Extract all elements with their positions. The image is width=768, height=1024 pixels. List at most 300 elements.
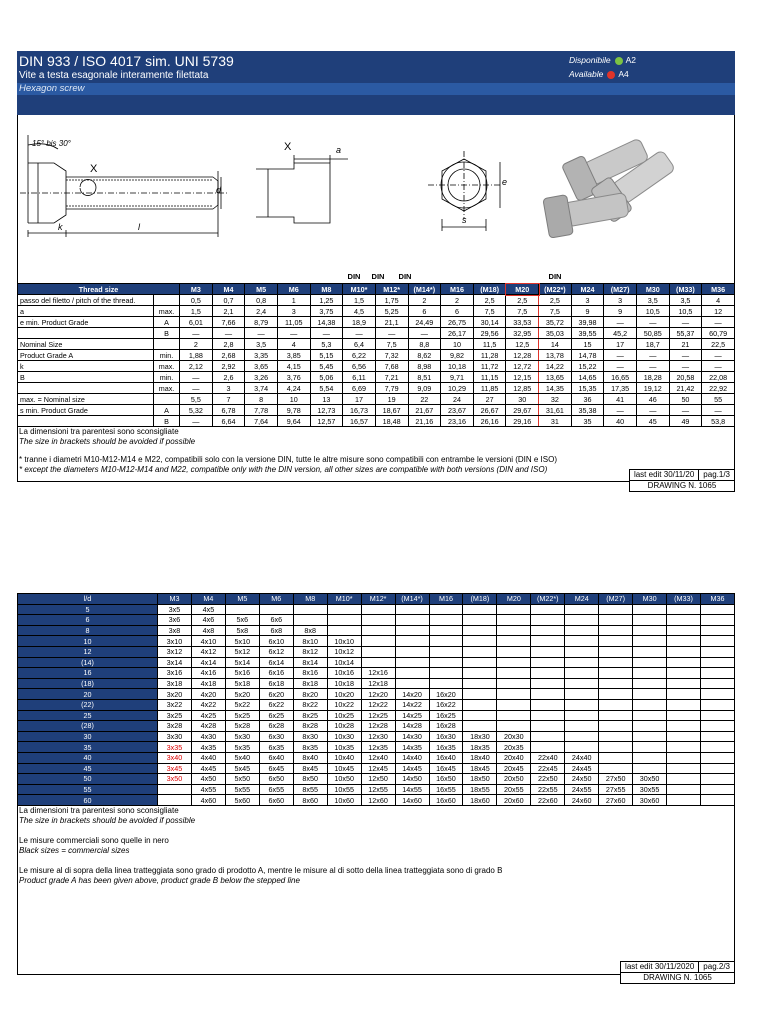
table-cell: 7,5 [539, 306, 572, 317]
table-cell: 7,68 [375, 361, 408, 372]
table-cell: 9,71 [441, 372, 474, 383]
table-row [18, 604, 735, 615]
table-cell: 6x14 [259, 657, 293, 668]
table-cell: 2,1 [212, 306, 245, 317]
table-cell: 10x16 [327, 668, 361, 679]
table-cell [463, 625, 497, 636]
row-sublabel: A [154, 405, 180, 416]
length-label: 40 [18, 752, 158, 763]
table-cell: 3x6 [158, 615, 192, 626]
table-cell [395, 646, 429, 657]
table-cell: 30,14 [473, 317, 506, 328]
table-cell: 5,3 [310, 339, 343, 350]
size-header: M6 [277, 284, 310, 295]
table-cell: 7,79 [375, 383, 408, 394]
table-cell: 16x35 [429, 742, 463, 753]
column-header: M20 [497, 594, 531, 605]
table-cell [599, 731, 633, 742]
din-mark: DIN [398, 272, 412, 281]
note-brackets-it: La dimensioni tra parentesi sono sconsigliate [19, 427, 179, 436]
table-cell [633, 668, 667, 679]
table-cell: 16,73 [343, 405, 376, 416]
table-cell [497, 668, 531, 679]
drawing-number: DRAWING N. 1065 [629, 481, 734, 492]
note-commercial-en [18, 846, 734, 856]
table-cell: 3 [571, 295, 604, 306]
table-cell: — [669, 350, 702, 361]
table-cell [565, 678, 599, 689]
table-cell: 3,5 [636, 295, 669, 306]
table-cell: 3x16 [158, 668, 192, 679]
table-cell: 2,12 [180, 361, 213, 372]
table-cell: 8x30 [293, 731, 327, 742]
table-cell: 1,25 [310, 295, 343, 306]
table-cell: 21,1 [375, 317, 408, 328]
page-1-notes [17, 427, 735, 490]
note-brackets-en-text: The size in brackets should be avoided if possible [19, 815, 196, 825]
table-cell [429, 625, 463, 636]
table-cell: 4x14 [191, 657, 225, 668]
table-cell: 39,55 [571, 328, 604, 339]
table-cell: 5,45 [310, 361, 343, 372]
table-cell [667, 689, 701, 700]
length-label: 8 [18, 625, 158, 636]
table-cell [565, 657, 599, 668]
table-cell: 8,79 [245, 317, 278, 328]
table-cell [531, 657, 565, 668]
table-cell: 3,74 [245, 383, 278, 394]
table-cell [293, 615, 327, 626]
last-edit: last edit 30/11/20 [629, 470, 698, 481]
table-cell: 6x60 [259, 795, 293, 806]
table-cell: 11,72 [473, 361, 506, 372]
table-cell [633, 657, 667, 668]
table-cell: 6x8 [259, 625, 293, 636]
table-cell: 5,25 [375, 306, 408, 317]
table-cell [633, 710, 667, 721]
table-cell: 16x30 [429, 731, 463, 742]
table-cell: 4x25 [191, 710, 225, 721]
table-cell: 4x22 [191, 699, 225, 710]
table-cell: 3x40 [158, 752, 192, 763]
table-cell: 60,79 [702, 328, 735, 339]
table-header-row [18, 594, 735, 605]
size-header: M10* [343, 284, 376, 295]
table-cell: 1,88 [180, 350, 213, 361]
table-cell: 12x50 [361, 774, 395, 785]
row-label: e min. Product Grade [18, 317, 154, 328]
table-cell [667, 742, 701, 753]
table-cell [463, 636, 497, 647]
table-cell [667, 625, 701, 636]
row-label: passo del filetto / pitch of the thread. [18, 295, 154, 306]
table-cell: 18x50 [463, 774, 497, 785]
size-header: (M33) [669, 284, 702, 295]
table-cell: — [669, 317, 702, 328]
table-cell [701, 752, 735, 763]
thread-size-header: Thread size [18, 284, 180, 295]
red-dot-icon [607, 71, 615, 79]
table-row [18, 742, 735, 753]
row-label [18, 416, 154, 427]
label-d: d [216, 185, 222, 195]
table-cell [667, 646, 701, 657]
table-cell: 5x18 [225, 678, 259, 689]
table-cell: 3x18 [158, 678, 192, 689]
table-cell: 20x60 [497, 795, 531, 806]
table-cell: 30 [506, 394, 539, 405]
table-cell: 8x8 [293, 625, 327, 636]
dimensions-table [17, 283, 735, 427]
table-cell: 11,5 [473, 339, 506, 350]
table-cell: 14x28 [395, 721, 429, 732]
table-cell: 13,65 [539, 372, 572, 383]
table-cell: 3x14 [158, 657, 192, 668]
table-cell [633, 615, 667, 626]
table-cell: 32,95 [506, 328, 539, 339]
column-header: M10* [327, 594, 361, 605]
table-cell: 14,35 [539, 383, 572, 394]
table-cell: — [636, 405, 669, 416]
last-edit: last edit 30/11/2020 [621, 961, 699, 972]
table-cell: 14x22 [395, 699, 429, 710]
table-cell: 49 [669, 416, 702, 427]
table-cell: 2,4 [245, 306, 278, 317]
table-cell [463, 668, 497, 679]
table-cell: 18,48 [375, 416, 408, 427]
table-cell: 7,64 [245, 416, 278, 427]
note-din-en [18, 465, 734, 475]
table-cell: 18x35 [463, 742, 497, 753]
table-cell: 3,5 [669, 295, 702, 306]
note-grade-en [18, 876, 734, 886]
table-cell: 7,32 [375, 350, 408, 361]
table-cell [361, 657, 395, 668]
table-cell [497, 678, 531, 689]
table-cell [497, 615, 531, 626]
table-cell: 18x40 [463, 752, 497, 763]
column-header: l/d [18, 594, 158, 605]
table-cell [565, 636, 599, 647]
table-cell: 8x35 [293, 742, 327, 753]
table-cell: 41 [604, 394, 637, 405]
table-cell: 2,5 [539, 295, 572, 306]
table-cell: — [702, 317, 735, 328]
length-label: (18) [18, 678, 158, 689]
table-cell: 12x55 [361, 784, 395, 795]
table-cell: 14,22 [539, 361, 572, 372]
table-cell: 8,51 [408, 372, 441, 383]
size-header: M4 [212, 284, 245, 295]
table-cell: 2,6 [212, 372, 245, 383]
table-cell [463, 721, 497, 732]
screw-drawing-svg [18, 115, 736, 283]
table-cell: 6x16 [259, 668, 293, 679]
table-cell: 40 [604, 416, 637, 427]
page-1-footer [629, 469, 735, 492]
table-cell: 27 [473, 394, 506, 405]
table-cell: 2 [441, 295, 474, 306]
size-header: M30 [636, 284, 669, 295]
table-cell: 10 [277, 394, 310, 405]
table-cell: 3 [212, 383, 245, 394]
column-header: M5 [225, 594, 259, 605]
table-row [18, 784, 735, 795]
table-cell [633, 689, 667, 700]
table-cell: 2 [408, 295, 441, 306]
table-cell: 12x28 [361, 721, 395, 732]
table-cell: 22x40 [531, 752, 565, 763]
table-cell [327, 625, 361, 636]
table-cell: 5x14 [225, 657, 259, 668]
table-row [18, 774, 735, 785]
table-cell: 8x45 [293, 763, 327, 774]
row-sublabel [154, 339, 180, 350]
table-cell: 24x55 [565, 784, 599, 795]
table-cell [497, 625, 531, 636]
page-1-header [17, 51, 735, 115]
page-subtitle: Vite a testa esagonale interamente filettata [19, 70, 209, 81]
table-cell [633, 646, 667, 657]
column-header: M6 [259, 594, 293, 605]
table-cell [667, 795, 701, 806]
table-cell: 9,64 [277, 416, 310, 427]
table-cell: 14x40 [395, 752, 429, 763]
table-cell [667, 615, 701, 626]
row-label: Product Grade A [18, 350, 154, 361]
availability-a4 [569, 69, 629, 79]
table-cell: — [180, 372, 213, 383]
table-cell: 20,58 [669, 372, 702, 383]
table-cell [701, 646, 735, 657]
table-cell [565, 710, 599, 721]
table-cell: 31 [539, 416, 572, 427]
size-header: M24 [571, 284, 604, 295]
din-marks-row [18, 272, 736, 283]
table-cell: 6,64 [212, 416, 245, 427]
table-cell: 14x20 [395, 689, 429, 700]
table-row [18, 361, 735, 372]
table-cell: 24x50 [565, 774, 599, 785]
table-cell: 3x35 [158, 742, 192, 753]
table-cell: 6 [408, 306, 441, 317]
table-cell: 6x35 [259, 742, 293, 753]
table-cell: 10x14 [327, 657, 361, 668]
table-cell: 10x30 [327, 731, 361, 742]
table-cell: 12 [702, 306, 735, 317]
table-cell: 8,8 [408, 339, 441, 350]
table-cell [633, 604, 667, 615]
table-cell: — [343, 328, 376, 339]
table-cell: 11,28 [473, 350, 506, 361]
table-row [18, 383, 735, 394]
table-cell: 8x55 [293, 784, 327, 795]
table-cell: 14x60 [395, 795, 429, 806]
table-cell: — [245, 328, 278, 339]
table-cell [599, 625, 633, 636]
table-cell [429, 678, 463, 689]
table-cell: 24x45 [565, 763, 599, 774]
table-cell: 6,78 [212, 405, 245, 416]
table-row [18, 678, 735, 689]
table-cell: 13,78 [539, 350, 572, 361]
table-cell: 5x28 [225, 721, 259, 732]
table-cell [463, 689, 497, 700]
table-cell: 3x45 [158, 763, 192, 774]
table-cell: 5x30 [225, 731, 259, 742]
table-cell [158, 784, 192, 795]
table-cell: 55,37 [669, 328, 702, 339]
table-cell: 8x12 [293, 646, 327, 657]
table-cell: 12,72 [506, 361, 539, 372]
table-cell [701, 795, 735, 806]
table-cell: 4x35 [191, 742, 225, 753]
table-cell: 5x20 [225, 689, 259, 700]
table-cell: 12x60 [361, 795, 395, 806]
row-label: k [18, 361, 154, 372]
table-cell: 10,29 [441, 383, 474, 394]
table-cell [565, 699, 599, 710]
note-grade-it: Le misure al di sopra della linea tratteggiata sono grado di prodotto A, mentre le misure al di sotto della linea tratteggiata sono di grado B [19, 865, 503, 875]
table-cell: 4x6 [191, 615, 225, 626]
table-cell: 29,56 [473, 328, 506, 339]
table-cell: 5,15 [310, 350, 343, 361]
table-cell: 4x16 [191, 668, 225, 679]
table-cell: 6x18 [259, 678, 293, 689]
table-cell [701, 625, 735, 636]
table-cell [633, 678, 667, 689]
table-cell: 12x30 [361, 731, 395, 742]
table-cell: 39,98 [571, 317, 604, 328]
table-cell: 10x28 [327, 721, 361, 732]
table-cell [497, 636, 531, 647]
table-row [18, 668, 735, 679]
table-cell [667, 699, 701, 710]
table-cell [599, 752, 633, 763]
availability-label: Available [569, 69, 604, 79]
table-cell [497, 604, 531, 615]
table-cell [701, 721, 735, 732]
table-cell: 16,57 [343, 416, 376, 427]
table-cell: 12x40 [361, 752, 395, 763]
table-cell: 8x14 [293, 657, 327, 668]
table-cell: 30x50 [633, 774, 667, 785]
table-cell: 24 [441, 394, 474, 405]
table-cell [429, 646, 463, 657]
table-cell [599, 657, 633, 668]
length-label: (28) [18, 721, 158, 732]
row-sublabel: min. [154, 372, 180, 383]
table-row [18, 295, 735, 306]
row-sublabel: A [154, 317, 180, 328]
availability-grade: A4 [618, 69, 629, 79]
table-cell: 3,5 [245, 339, 278, 350]
table-cell [599, 615, 633, 626]
screws-photo [543, 131, 680, 238]
table-cell [701, 615, 735, 626]
table-cell: 4,24 [277, 383, 310, 394]
table-cell: 20x40 [497, 752, 531, 763]
row-sublabel: max. [154, 383, 180, 394]
table-cell: 3,76 [277, 372, 310, 383]
table-cell: 13 [310, 394, 343, 405]
table-cell [531, 678, 565, 689]
table-cell: 6x6 [259, 615, 293, 626]
table-cell: 15 [571, 339, 604, 350]
table-row [18, 795, 735, 806]
table-cell: 10x45 [327, 763, 361, 774]
page-number: pag.2/3 [699, 961, 735, 972]
note-grade-en-text: Product grade A has been given above, product grade B below the stepped line [19, 875, 300, 885]
row-label [18, 383, 154, 394]
table-cell: 12,5 [506, 339, 539, 350]
table-cell: 31,61 [539, 405, 572, 416]
table-cell: 14 [539, 339, 572, 350]
table-cell: 12,15 [506, 372, 539, 383]
table-cell: 53,8 [702, 416, 735, 427]
table-cell [531, 636, 565, 647]
table-cell: 18x30 [463, 731, 497, 742]
column-header: (M33) [667, 594, 701, 605]
table-cell [395, 668, 429, 679]
table-cell: 27x55 [599, 784, 633, 795]
table-cell: 11,15 [473, 372, 506, 383]
table-cell: 9 [571, 306, 604, 317]
table-cell: 3x22 [158, 699, 192, 710]
table-cell [599, 689, 633, 700]
availability-grade: A2 [625, 55, 636, 65]
table-cell [667, 774, 701, 785]
length-label: 5 [18, 604, 158, 615]
table-cell: 22,5 [702, 339, 735, 350]
table-cell [701, 699, 735, 710]
table-cell [667, 636, 701, 647]
table-cell [531, 668, 565, 679]
table-cell: 8x22 [293, 699, 327, 710]
size-header: M16 [441, 284, 474, 295]
length-label: 16 [18, 668, 158, 679]
column-header: (M22*) [531, 594, 565, 605]
table-cell [531, 721, 565, 732]
table-cell: — [702, 405, 735, 416]
table-cell: 30x55 [633, 784, 667, 795]
table-cell: 22x50 [531, 774, 565, 785]
table-cell: 6,11 [343, 372, 376, 383]
table-cell: 10x40 [327, 752, 361, 763]
label-k: k [58, 222, 63, 232]
row-label: max. = Nominal size [18, 394, 154, 405]
table-cell: 29,16 [506, 416, 539, 427]
table-cell: — [669, 405, 702, 416]
table-row [18, 731, 735, 742]
table-row [18, 657, 735, 668]
table-cell: 22x55 [531, 784, 565, 795]
table-cell: 35,03 [539, 328, 572, 339]
table-cell: 18,7 [636, 339, 669, 350]
angle-label: 15° bis 30° [32, 139, 71, 148]
table-cell: 12,57 [310, 416, 343, 427]
table-row [18, 350, 735, 361]
note-brackets-it: La dimensioni tra parentesi sono sconsigliate [19, 805, 179, 815]
table-cell: 5,06 [310, 372, 343, 383]
table-cell: 6x55 [259, 784, 293, 795]
table-cell: 20x55 [497, 784, 531, 795]
table-cell [395, 604, 429, 615]
table-cell: 7,21 [375, 372, 408, 383]
row-sublabel [154, 394, 180, 405]
table-cell: 4x50 [191, 774, 225, 785]
table-cell [565, 742, 599, 753]
